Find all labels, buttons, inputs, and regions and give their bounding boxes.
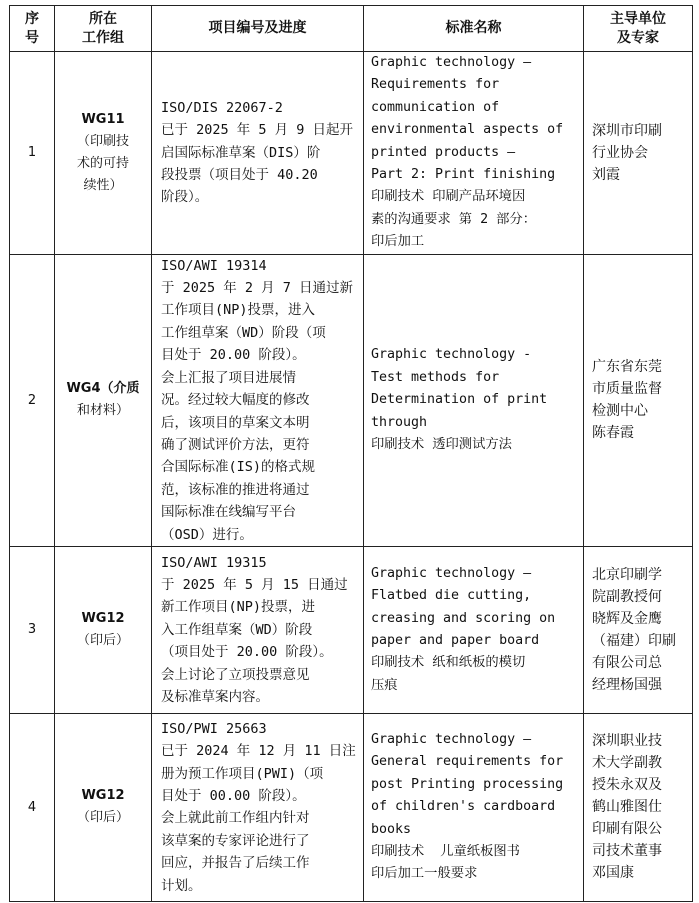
text-line: 已于 2025 年 5 月 9 日起开: [161, 122, 354, 139]
header-lead: [584, 6, 693, 52]
text-line: 有限公司总: [592, 654, 662, 671]
text-line: Test methods for: [371, 369, 500, 385]
text-line: 启国际标准草案（DIS）阶: [161, 144, 321, 161]
group-desc: [59, 630, 147, 652]
text-line: post Printing processing: [371, 776, 564, 792]
text-line: 目处于 20.00 阶段）。: [161, 347, 306, 364]
text-line: Determination of print: [371, 392, 548, 408]
text-line: 邓国康: [592, 865, 634, 882]
text-line: 北京印刷学: [592, 566, 662, 583]
group-code: WG4（介质: [66, 381, 140, 397]
text-line: （福建）印刷: [592, 632, 676, 649]
text-line: 工作组: [82, 29, 124, 46]
text-line: 及专家: [617, 29, 659, 46]
text-line: 况。经过较大幅度的修改: [161, 392, 310, 409]
text-line: Graphic technology —: [371, 565, 532, 581]
text-line: General requirements for: [371, 754, 564, 770]
header-standard-line: 标准名称: [445, 20, 502, 36]
header-progress: [152, 6, 364, 52]
text-line: 工作组草案（WD）阶段（项: [161, 324, 326, 341]
text-line: 行业协会: [592, 144, 648, 161]
header-group-line: [55, 10, 151, 48]
text-line: 广东省东莞: [592, 359, 662, 376]
table-row: [10, 52, 693, 255]
row-standard: [364, 546, 584, 713]
text-line: 深圳职业技: [592, 733, 662, 750]
table-header-row: [10, 6, 693, 52]
text-line: communication of: [371, 99, 500, 115]
text-line: （印后）: [76, 632, 129, 648]
table-row: [10, 546, 693, 713]
text-line: 会上汇报了项目进展情: [161, 369, 296, 386]
text-line: 目处于 00.00 阶段）。: [161, 788, 306, 805]
text-line: 于 2025 年 2 月 7 日通过新: [161, 280, 354, 297]
text-line: 术的可持: [76, 155, 129, 171]
text-line: 市质量监督: [592, 381, 662, 398]
text-line: of children's cardboard: [371, 799, 556, 815]
row-lead: [584, 254, 693, 546]
text-line: 素的沟通要求 第 2 部分：: [371, 211, 536, 227]
header-progress-line: 项目编号及进度: [208, 20, 307, 36]
text-line: 册为预工作项目(PWI)（项: [161, 765, 324, 782]
text-line: 该草案的专家评论进行了: [161, 832, 310, 849]
row-lead: [584, 713, 693, 901]
text-line: Graphic technology -: [371, 347, 532, 363]
text-line: Requirements for: [371, 77, 500, 93]
text-line: 印刷技术 纸和纸板的模切: [371, 655, 526, 671]
text-line: Part 2: Print finishing: [371, 167, 556, 183]
text-line: 印刷技术 透印测试方法: [371, 436, 512, 452]
text-line: 印刷技术 儿童纸板图书: [371, 844, 520, 860]
text-line: 于 2025 年 5 月 15 日通过: [161, 576, 348, 593]
row-no: 4: [10, 713, 55, 901]
text-line: 序: [25, 10, 39, 27]
text-line: 授朱永双及: [592, 777, 662, 794]
text-line: 新工作项目(NP)投票，进: [161, 599, 316, 616]
text-line: ISO/PWI 25663: [161, 720, 267, 737]
text-line: 入工作组草案（WD）阶段: [161, 621, 313, 638]
text-line: 检测中心: [592, 403, 648, 420]
header-no: [10, 6, 55, 52]
text-line: 陈春霞: [592, 425, 634, 442]
row-progress: [152, 546, 364, 713]
text-line: 印后加工: [371, 234, 425, 250]
text-line: 刘霞: [592, 166, 620, 183]
text-line: through: [371, 414, 428, 430]
text-line: Flatbed die cutting,: [371, 588, 532, 604]
text-line: 范，该标准的推进将通过: [161, 481, 310, 498]
row-progress: [152, 254, 364, 546]
row-progress: [152, 52, 364, 255]
text-line: 深圳市印刷: [592, 122, 662, 139]
text-line: 号: [25, 29, 39, 46]
group-desc: [59, 807, 147, 829]
standards-progress-table: [9, 5, 693, 902]
text-line: books: [371, 821, 412, 837]
row-no: 3: [10, 546, 55, 713]
text-line: 院副教授何: [592, 588, 662, 605]
text-line: 印刷技术 印刷产品环境因: [371, 189, 526, 205]
text-line: 确了测试评价方法，更符: [161, 436, 310, 453]
row-progress: [152, 713, 364, 901]
text-line: 计划。: [161, 877, 202, 894]
text-line: 及标准草案内容。: [161, 688, 269, 705]
row-lead: [584, 52, 693, 255]
row-lead: [584, 546, 693, 713]
row-group: [55, 713, 152, 901]
group-code: WG12: [81, 610, 125, 626]
text-line: 和材料）: [76, 403, 129, 419]
text-line: 阶段）。: [161, 189, 209, 206]
text-line: 印刷有限公: [592, 821, 662, 838]
text-line: 经理杨国强: [592, 676, 662, 693]
text-line: paper and paper board: [371, 632, 540, 648]
table-row: [10, 254, 693, 546]
text-line: 国际标准在线编写平台: [161, 504, 296, 521]
text-line: 鹤山雅图仕: [592, 799, 662, 816]
header-group: [55, 6, 152, 52]
text-line: 所在: [89, 10, 117, 27]
text-line: ISO/AWI 19314: [161, 257, 267, 274]
group-desc: [59, 131, 147, 197]
text-line: （项目处于 20.00 阶段）。: [161, 644, 333, 661]
row-standard: [364, 52, 584, 255]
text-line: 段投票（项目处于 40.20: [161, 167, 318, 184]
header-standard: [364, 6, 584, 52]
text-line: 已于 2024 年 12 月 11 日注: [161, 743, 356, 760]
row-group: [55, 254, 152, 546]
text-line: Graphic technology —: [371, 732, 532, 748]
row-no: 2: [10, 254, 55, 546]
table-row: [10, 713, 693, 901]
text-line: ISO/DIS 22067-2: [161, 99, 283, 116]
text-line: 工作项目(NP)投票，进入: [161, 302, 316, 319]
row-group: [55, 52, 152, 255]
text-line: environmental aspects of: [371, 122, 564, 138]
text-line: 会上讨论了立项投票意见: [161, 666, 310, 683]
row-standard: [364, 254, 584, 546]
text-line: 司技术董事: [592, 843, 662, 860]
text-line: 续性）: [83, 177, 123, 193]
text-line: 压痕: [371, 677, 398, 693]
group-desc: [59, 400, 147, 422]
row-group: [55, 546, 152, 713]
text-line: ISO/AWI 19315: [161, 554, 267, 571]
row-no: 1: [10, 52, 55, 255]
text-line: 术大学副教: [592, 755, 662, 772]
text-line: printed products —: [371, 144, 516, 160]
text-line: 会上就此前工作组内针对: [161, 810, 310, 827]
text-line: 晓辉及金鹰: [592, 610, 662, 627]
text-line: 印后加工一般要求: [371, 866, 478, 882]
text-line: Graphic technology —: [371, 55, 532, 70]
text-line: 后，该项目的草案文本明: [161, 414, 310, 431]
text-line: creasing and scoring on: [371, 610, 556, 626]
text-line: 合国际标准(IS)的格式规: [161, 459, 316, 476]
text-line: 主导单位: [610, 10, 666, 27]
group-code: WG11: [81, 111, 125, 127]
header-no-line: [10, 10, 54, 48]
text-line: （印后）: [76, 810, 129, 826]
text-line: 回应，并报告了后续工作: [161, 855, 310, 872]
text-line: （OSD）进行。: [161, 526, 253, 543]
group-code: WG12: [81, 788, 125, 804]
text-line: （印刷技: [76, 133, 129, 149]
header-lead-line: [584, 10, 692, 48]
row-standard: [364, 713, 584, 901]
